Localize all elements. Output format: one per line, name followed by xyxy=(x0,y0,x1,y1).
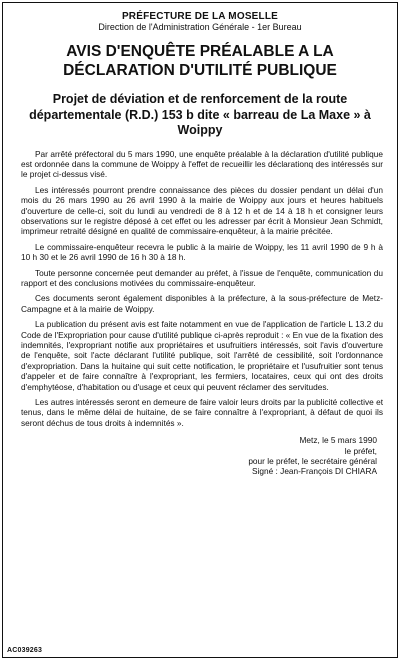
prefecture-name: PRÉFECTURE DE LA MOSELLE xyxy=(121,11,279,22)
notice-title: AVIS D'ENQUÊTE PRÉALABLE A LA DÉCLARATION D'UTILITÉ PUBLIQUE xyxy=(63,43,337,79)
paragraph-autres-interesses: Les autres intéressés seront en demeure de faire valoir leurs droits par la publicité collective et tenus, dans le même délai de huitaine, de se faire connaître à l'expropriant, à défaut de quoi ils seront déchus de tous droits à indemnités ». xyxy=(21,397,383,428)
signature-delegation: pour le préfet, le secrétaire général xyxy=(248,456,377,467)
project-subtitle: Projet de déviation et de renforcement de la route départementale (R.D.) 153 b dite « barreau de La Maxe » à Woippy xyxy=(29,92,371,137)
paragraph-rapport: Toute personne concernée peut demander au préfet, à l'issue de l'enquête, communication du rapport et des conclusions motivées du commissaire-enquêteur. xyxy=(21,267,383,288)
paragraph-arrete: Par arrêté préfectoral du 5 mars 1990, une enquête préalable à la déclaration d'utilité publique est ordonnée dans la commune de Woippy à l'effet de recueillir les déclarationq des intéressés sur le projet ci-dessus visé. xyxy=(21,148,383,180)
paragraph-permanences: Le commissaire-enquêteur recevra le public à la mairie de Woippy, les 11 avril 1990 de 9 h à 10 h 30 et le 26 avril 1990 de 16 h 30 à 18 h. xyxy=(21,241,383,263)
signature-role: le préfet, xyxy=(344,445,377,456)
department-name: Direction de l'Administration Générale - 1er Bureau xyxy=(98,22,302,32)
signature-block xyxy=(3,435,377,477)
signature-place-date: Metz, le 5 mars 1990 xyxy=(299,435,377,446)
notice-page xyxy=(2,2,398,658)
reference-code: AC039263 xyxy=(7,647,43,654)
notice-header xyxy=(3,11,397,33)
paragraph-disponibilite: Ces documents seront également disponibles à la préfecture, à la sous-préfecture de Metz-Campagne et à la mairie de Woippy. xyxy=(21,293,383,314)
paragraph-article-l13-2: La publication du présent avis est faite notamment en vue de l'application de l'article L 13.2 du Code de l'Expropriation pour cause d'utilité publique ci-après reproduit : « En vue de la fixation des indemnités, l'expropriant notifie aux propriétaires et usufruitiers intéressés, soit l'avis d'ouverture de l'enquête, soit l'acte déclarant l'utilité publique, soit l'arrêté de cessibilité, soit l'ordonnance d'expropriation. Dans la huitaine qui suit cette notification, le propriétaire et l'usufruitier sont tenus d'appeler et de faire connaître à l'expropriant, les fermiers, locataires, ceux qui ont des droits d'emphytéose, d'habitation ou d'usage et ceux qui peuvent réclamer des servitudes. xyxy=(21,319,383,392)
notice-body xyxy=(21,149,383,429)
signature-signed: Signé : Jean-François DI CHIARA xyxy=(252,466,377,477)
paragraph-dossier: Les intéressés pourront prendre connaissance des pièces du dossier pendant un délai d'un mois du 26 mars 1990 au 26 avril 1990 à la mairie de Woippy aux jours et heures habituels d'ouverture de celle-ci, soit du lundi au vendredi de 8 à 12 h et de 14 à 18 h et consigner leurs observations sur le registre déposé à cet effet ou les adresser par écrit à Monsieur Jean Schmidt, imprimeur retraité désigné en qualité de commissaire-enquêteur, à la mairie précitée. xyxy=(21,184,383,237)
